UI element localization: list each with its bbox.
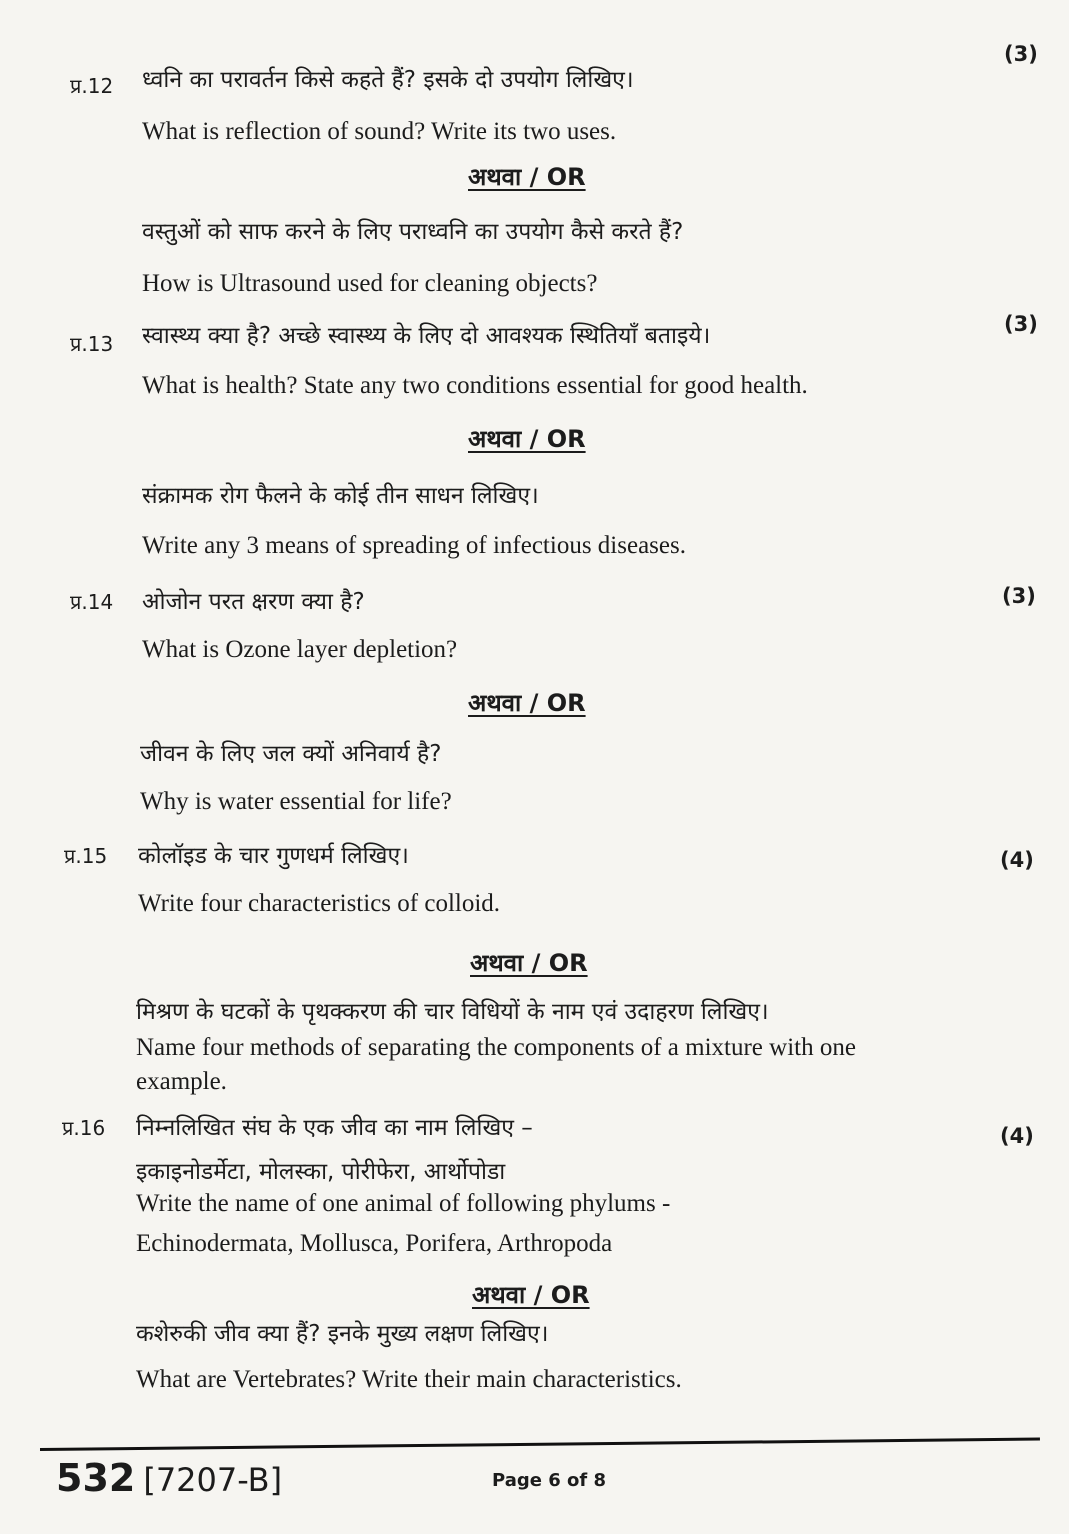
or-separator: अथवा / OR [468, 425, 586, 453]
question-marks: (4) [1000, 1124, 1034, 1148]
or-question-hindi: जीवन के लिए जल क्यों अनिवार्य है? [140, 741, 442, 767]
paper-code [56, 1456, 282, 1500]
or-question-english: Write any 3 means of spreading of infectious diseases. [142, 532, 686, 559]
question-english: Write four characteristics of colloid. [138, 890, 501, 917]
question-marks: (3) [1004, 312, 1038, 336]
or-question-english-continued: example. [136, 1068, 227, 1095]
question-number: प्र.16 [62, 1116, 106, 1140]
or-question-english: What are Vertebrates? Write their main characteristics. [136, 1366, 682, 1393]
question-hindi: ध्वनि का परावर्तन किसे कहते हैं? इसके दो उपयोग लिखिए। [142, 67, 634, 93]
question-hindi: कोलॉइड के चार गुणधर्म लिखिए। [138, 843, 409, 869]
or-question-english: Name four methods of separating the components of a mixture with one [136, 1034, 856, 1061]
or-separator: अथवा / OR [468, 689, 586, 717]
or-question-hindi: मिश्रण के घटकों के पृथक्करण की चार विधियों के नाम एवं उदाहरण लिखिए। [136, 999, 769, 1025]
or-question-hindi: संक्रामक रोग फैलने के कोई तीन साधन लिखिए। [142, 483, 539, 509]
question-number: प्र.15 [64, 844, 108, 868]
or-separator: अथवा / OR [468, 163, 586, 191]
question-marks: (3) [1004, 42, 1038, 66]
or-question-hindi: वस्तुओं को साफ करने के लिए पराध्वनि का उपयोग कैसे करते हैं? [142, 219, 684, 245]
or-separator: अथवा / OR [470, 949, 588, 977]
question-marks: (3) [1002, 584, 1036, 608]
question-english: What is Ozone layer depletion? [142, 636, 458, 663]
question-english: What is reflection of sound? Write its two uses. [142, 118, 617, 145]
or-question-english: How is Ultrasound used for cleaning objects? [142, 270, 598, 297]
question-hindi-continued: इकाइनोडर्मेटा, मोलस्का, पोरीफेरा, आर्थोपोडा [136, 1159, 506, 1185]
or-separator: अथवा / OR [472, 1281, 590, 1309]
paper-set-code: [7207-B] [143, 1461, 283, 1499]
question-english: Write the name of one animal of following phylums - [136, 1190, 671, 1217]
question-number: प्र.14 [70, 590, 114, 614]
question-hindi: ओजोन परत क्षरण क्या है? [142, 589, 365, 615]
page-number: Page 6 of 8 [492, 1470, 606, 1491]
question-hindi: स्वास्थ्य क्या है? अच्छे स्वास्थ्य के लिए दो आवश्यक स्थितियाँ बताइये। [142, 323, 711, 349]
question-marks: (4) [1000, 848, 1034, 872]
question-number: प्र.12 [70, 74, 114, 98]
question-english-continued: Echinodermata, Mollusca, Porifera, Arthropoda [136, 1230, 613, 1257]
paper-code-number: 532 [56, 1456, 136, 1500]
or-question-english: Why is water essential for life? [140, 788, 452, 815]
question-english: What is health? State any two conditions essential for good health. [142, 372, 808, 399]
or-question-hindi: कशेरुकी जीव क्या हैं? इनके मुख्य लक्षण लिखिए। [136, 1321, 549, 1347]
question-number: प्र.13 [70, 332, 114, 356]
question-hindi: निम्नलिखित संघ के एक जीव का नाम लिखिए – [136, 1115, 533, 1141]
footer-rule [40, 1438, 1040, 1451]
